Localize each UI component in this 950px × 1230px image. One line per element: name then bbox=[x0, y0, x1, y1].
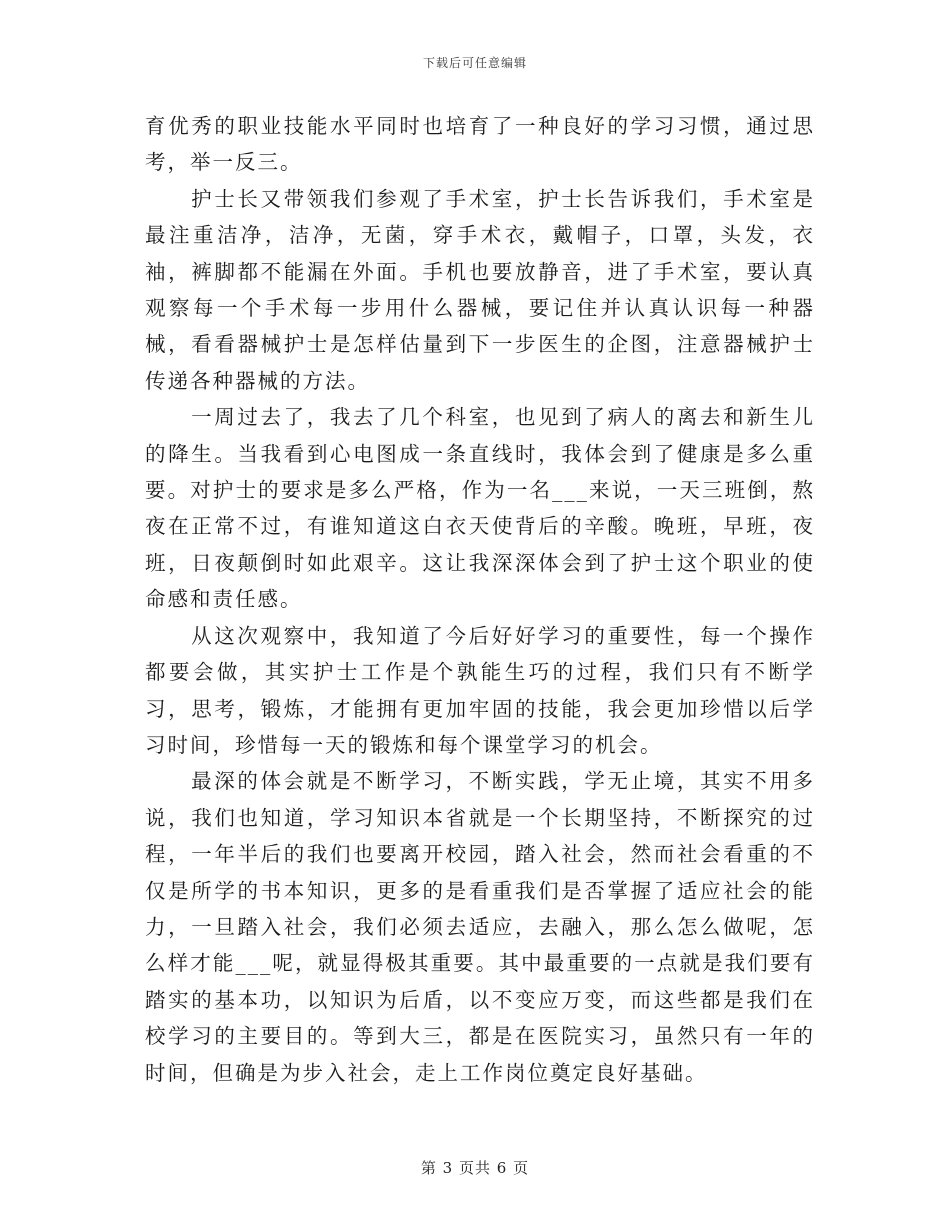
paragraph-continuation: 育优秀的职业技能水平同时也培育了一种良好的学习习惯，通过思考，举一反三。 bbox=[145, 114, 815, 175]
paragraph-operating-room: 护士长又带领我们参观了手术室，护士长告诉我们，手术室是最注重洁净，洁净，无菌，穿手术衣，戴帽子，口罩，头发，衣袖，裤脚都不能漏在外面。手机也要放静音，进了手术室，要认真观察每一个手术每一步用什么器械，要记住并认真认识每一种器械，看看器械护士是怎样估量到下一步医生的企图，注意器械护士传递各种器械的方法。 bbox=[145, 186, 815, 393]
document-body bbox=[145, 108, 815, 1091]
page-number: 第 3 页共 6 页 bbox=[420, 1159, 530, 1177]
paragraph-deepest-experience: 最深的体会就是不断学习，不断实践，学无止境，其实不用多说，我们也知道，学习知识本省就是一个长期坚持，不断探究的过程，一年半后的我们也要离开校园，踏入社会，然而社会看重的不仅是所学的书本知识，更多的是看重我们是否掌握了适应社会的能力，一旦踏入社会，我们必须去适应，去融入，那么怎么做呢，怎么样才能___呢，就显得极其重要。其中最重要的一点就是我们要有踏实的基本功，以知识为后盾，以不变应万变，而这些都是我们在校学习的主要目的。等到大三，都是在医院实习，虽然只有一年的时间，但确是为步入社会，走上工作岗位奠定良好基础。 bbox=[145, 769, 815, 1085]
paragraph-one-week: 一周过去了，我去了几个科室，也见到了病人的离去和新生儿的降生。当我看到心电图成一条直线时，我体会到了健康是多么重要。对护士的要求是多么严格，作为一名___来说，一天三班倒，熬夜在正常不过，有谁知道这白衣天使背后的辛酸。晚班，早班，夜班，日夜颠倒时如此艰辛。这让我深深体会到了护士这个职业的使命感和责任感。 bbox=[145, 405, 815, 612]
page-header: 下载后可任意编辑 bbox=[422, 56, 527, 70]
paragraph-observation: 从这次观察中，我知道了今后好好学习的重要性，每一个操作都要会做，其实护士工作是个孰能生巧的过程，我们只有不断学习，思考，锻炼，才能拥有更加牢固的技能，我会更加珍惜以后学习时间，珍惜每一天的锻炼和每个课堂学习的机会。 bbox=[145, 623, 815, 757]
